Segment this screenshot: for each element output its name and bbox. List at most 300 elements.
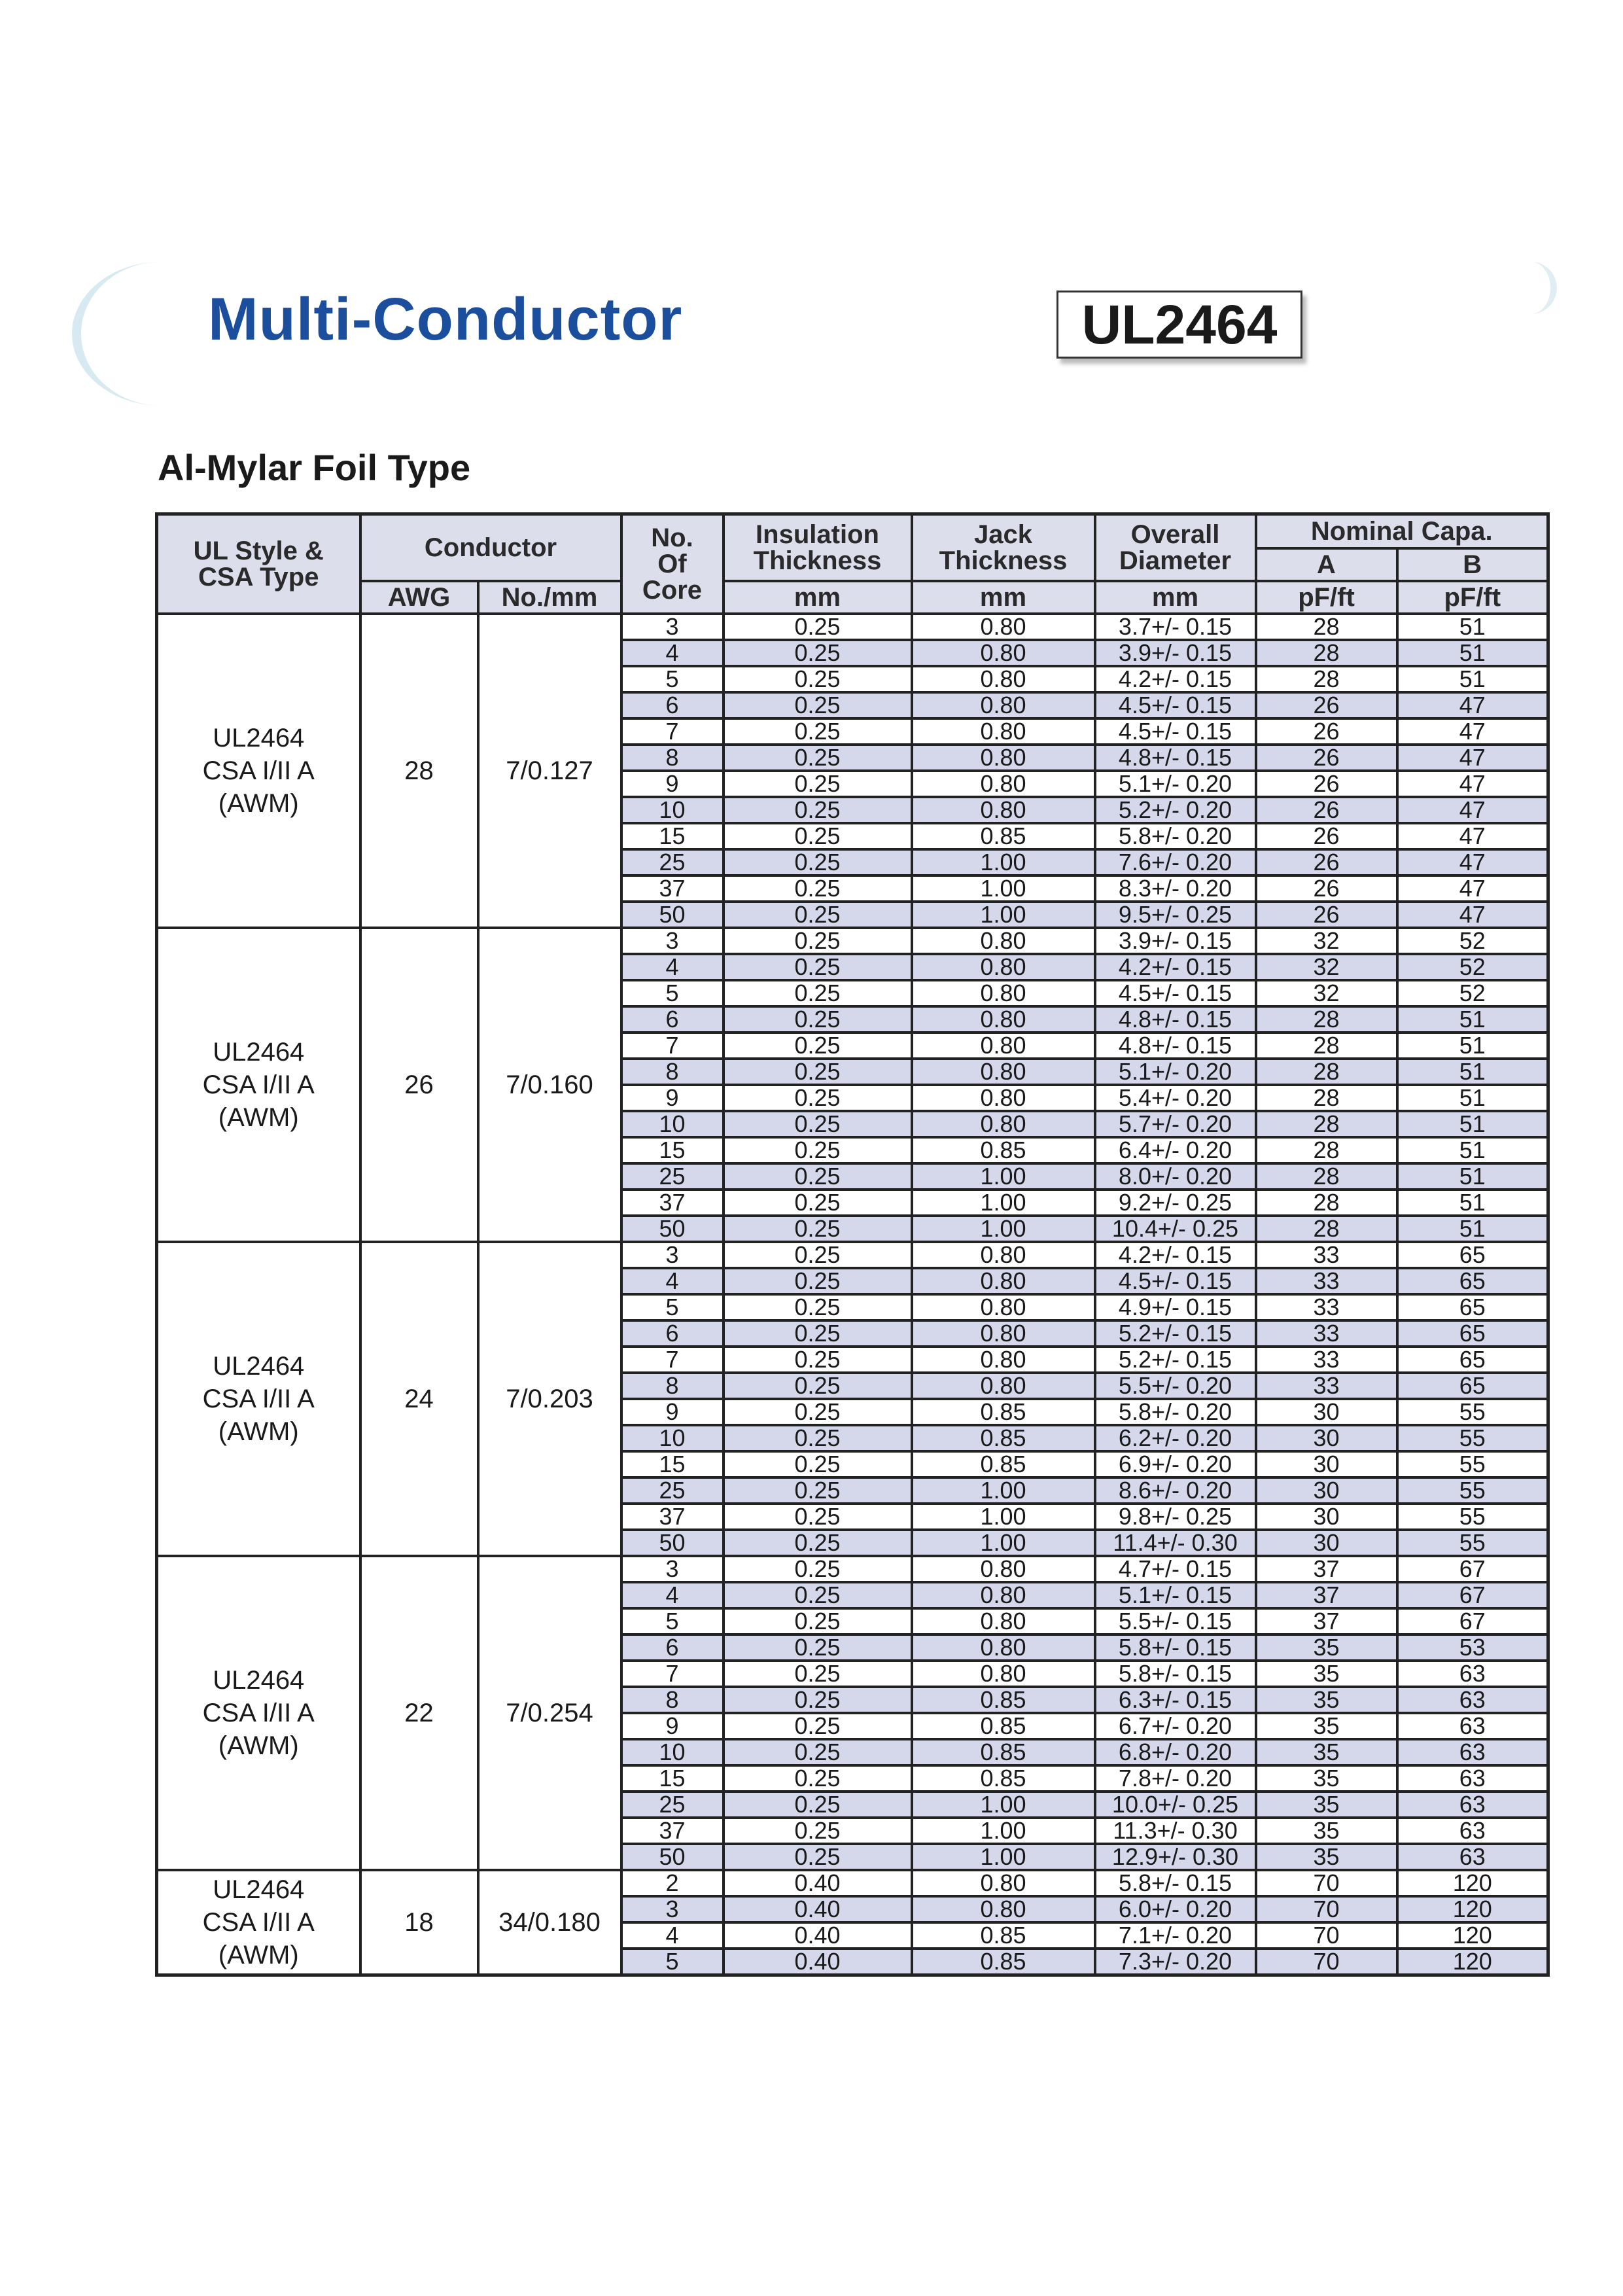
cell-capa-b: 47	[1397, 823, 1548, 849]
cell-capa-b: 51	[1397, 640, 1548, 666]
cell-capa-b: 67	[1397, 1556, 1548, 1582]
cell-cores: 5	[621, 666, 724, 692]
cell-insulation: 0.25	[724, 1373, 912, 1399]
cell-cores: 3	[621, 1896, 724, 1922]
cell-capa-a: 70	[1256, 1870, 1397, 1896]
cell-jack: 0.85	[912, 1399, 1095, 1425]
cell-cores: 15	[621, 1451, 724, 1477]
cell-jack: 1.00	[912, 1216, 1095, 1242]
cell-insulation: 0.25	[724, 1033, 912, 1059]
cell-diameter: 5.2+/- 0.15	[1095, 1320, 1256, 1347]
cell-insulation: 0.25	[724, 718, 912, 745]
cell-capa-a: 35	[1256, 1818, 1397, 1844]
cell-cores: 50	[621, 1530, 724, 1556]
cell-cores: 25	[621, 849, 724, 875]
cell-insulation: 0.25	[724, 1713, 912, 1739]
cell-diameter: 4.7+/- 0.15	[1095, 1556, 1256, 1582]
cell-insulation: 0.25	[724, 1006, 912, 1033]
unit-diameter: mm	[1095, 581, 1256, 614]
cell-jack: 0.80	[912, 1661, 1095, 1687]
cell-cores: 8	[621, 1373, 724, 1399]
cell-capa-b: 120	[1397, 1870, 1548, 1896]
cell-diameter: 10.4+/- 0.25	[1095, 1216, 1256, 1242]
cell-diameter: 4.9+/- 0.15	[1095, 1294, 1256, 1320]
header-capa-a: A	[1256, 548, 1397, 581]
cell-insulation: 0.40	[724, 1949, 912, 1975]
cell-capa-a: 30	[1256, 1451, 1397, 1477]
cell-no-mm: 7/0.127	[478, 614, 621, 928]
cell-diameter: 4.8+/- 0.15	[1095, 1006, 1256, 1033]
cell-capa-a: 26	[1256, 718, 1397, 745]
cell-capa-a: 35	[1256, 1844, 1397, 1870]
cell-insulation: 0.25	[724, 745, 912, 771]
cell-insulation: 0.25	[724, 1582, 912, 1608]
cell-cores: 37	[621, 1504, 724, 1530]
cell-capa-b: 120	[1397, 1949, 1548, 1975]
cell-insulation: 0.25	[724, 614, 912, 640]
cell-capa-a: 33	[1256, 1373, 1397, 1399]
cell-cores: 6	[621, 1320, 724, 1347]
decorative-swirl	[1524, 262, 1557, 314]
cell-insulation: 0.25	[724, 1765, 912, 1792]
cell-cores: 4	[621, 1268, 724, 1294]
cell-jack: 0.80	[912, 1870, 1095, 1896]
cell-cores: 50	[621, 1216, 724, 1242]
cell-cores: 50	[621, 1844, 724, 1870]
cell-diameter: 4.5+/- 0.15	[1095, 980, 1256, 1006]
cell-cores: 5	[621, 1294, 724, 1320]
cell-capa-a: 32	[1256, 954, 1397, 980]
cell-insulation: 0.25	[724, 902, 912, 928]
cell-capa-a: 28	[1256, 1059, 1397, 1085]
cell-capa-a: 28	[1256, 1006, 1397, 1033]
cell-jack: 0.85	[912, 1687, 1095, 1713]
cell-diameter: 8.0+/- 0.20	[1095, 1163, 1256, 1190]
cell-jack: 0.80	[912, 1608, 1095, 1634]
cell-insulation: 0.25	[724, 1059, 912, 1085]
cell-jack: 0.85	[912, 1922, 1095, 1949]
cell-diameter: 5.5+/- 0.15	[1095, 1608, 1256, 1634]
cell-capa-a: 28	[1256, 1111, 1397, 1137]
cell-insulation: 0.40	[724, 1870, 912, 1896]
cell-cores: 8	[621, 745, 724, 771]
cell-capa-b: 63	[1397, 1765, 1548, 1792]
cell-cores: 5	[621, 1949, 724, 1975]
cell-capa-b: 51	[1397, 614, 1548, 640]
cell-capa-a: 33	[1256, 1242, 1397, 1268]
cell-ul-style	[157, 928, 360, 1242]
table-row	[157, 1870, 1548, 1896]
cell-cores: 7	[621, 1033, 724, 1059]
cell-diameter: 5.4+/- 0.20	[1095, 1085, 1256, 1111]
cell-capa-b: 55	[1397, 1399, 1548, 1425]
cell-awg: 18	[360, 1870, 478, 1975]
cell-insulation: 0.40	[724, 1896, 912, 1922]
cell-capa-a: 26	[1256, 902, 1397, 928]
cell-insulation: 0.25	[724, 1111, 912, 1137]
cell-awg: 22	[360, 1556, 478, 1870]
cell-diameter: 7.6+/- 0.20	[1095, 849, 1256, 875]
cell-jack: 0.85	[912, 1713, 1095, 1739]
cell-jack: 1.00	[912, 1530, 1095, 1556]
cell-diameter: 4.2+/- 0.15	[1095, 666, 1256, 692]
cell-capa-a: 26	[1256, 797, 1397, 823]
cell-capa-a: 70	[1256, 1949, 1397, 1975]
cell-insulation: 0.25	[724, 928, 912, 954]
header-conductor: Conductor	[360, 514, 621, 581]
cell-cores: 3	[621, 928, 724, 954]
cell-capa-b: 52	[1397, 928, 1548, 954]
cell-diameter: 5.1+/- 0.15	[1095, 1582, 1256, 1608]
cell-capa-a: 35	[1256, 1661, 1397, 1687]
table-row	[157, 1556, 1548, 1582]
table-row	[157, 928, 1548, 954]
cell-jack: 0.80	[912, 640, 1095, 666]
cell-jack: 0.85	[912, 1137, 1095, 1163]
cell-capa-a: 35	[1256, 1792, 1397, 1818]
cell-capa-a: 35	[1256, 1739, 1397, 1765]
cell-jack: 0.80	[912, 1634, 1095, 1661]
ul-style-line: (AWM)	[218, 1940, 299, 1969]
cell-jack: 0.80	[912, 1347, 1095, 1373]
cell-cores: 3	[621, 1556, 724, 1582]
cell-cores: 5	[621, 1608, 724, 1634]
cell-cores: 10	[621, 797, 724, 823]
cell-cores: 6	[621, 1006, 724, 1033]
header-capa-b: B	[1397, 548, 1548, 581]
cell-capa-a: 28	[1256, 1163, 1397, 1190]
cell-diameter: 9.2+/- 0.25	[1095, 1190, 1256, 1216]
cell-diameter: 5.1+/- 0.20	[1095, 771, 1256, 797]
cell-capa-b: 63	[1397, 1713, 1548, 1739]
cell-insulation: 0.25	[724, 954, 912, 980]
cell-capa-b: 55	[1397, 1425, 1548, 1451]
cell-diameter: 6.0+/- 0.20	[1095, 1896, 1256, 1922]
cell-jack: 0.80	[912, 771, 1095, 797]
cell-insulation: 0.25	[724, 1190, 912, 1216]
ul-style-line: UL2464	[213, 1351, 305, 1381]
cell-diameter: 9.5+/- 0.25	[1095, 902, 1256, 928]
header-jack: Jack Thickness	[912, 514, 1095, 581]
cell-diameter: 7.3+/- 0.20	[1095, 1949, 1256, 1975]
cell-cores: 2	[621, 1870, 724, 1896]
cell-insulation: 0.25	[724, 692, 912, 718]
cell-capa-b: 65	[1397, 1347, 1548, 1373]
cell-awg: 28	[360, 614, 478, 928]
header-ul-style: UL Style & CSA Type	[157, 514, 360, 614]
cell-capa-b: 51	[1397, 1190, 1548, 1216]
cell-insulation: 0.25	[724, 1661, 912, 1687]
cell-jack: 0.80	[912, 718, 1095, 745]
ul-style-line: CSA I/II A	[202, 756, 315, 785]
cell-jack: 0.80	[912, 1582, 1095, 1608]
cell-capa-a: 30	[1256, 1399, 1397, 1425]
cell-diameter: 4.2+/- 0.15	[1095, 1242, 1256, 1268]
cell-capa-b: 47	[1397, 875, 1548, 902]
cell-capa-b: 63	[1397, 1818, 1548, 1844]
cell-jack: 0.80	[912, 980, 1095, 1006]
cell-capa-a: 70	[1256, 1896, 1397, 1922]
cell-capa-b: 55	[1397, 1451, 1548, 1477]
cell-diameter: 8.3+/- 0.20	[1095, 875, 1256, 902]
page-title: Multi-Conductor	[208, 286, 683, 353]
cell-insulation: 0.25	[724, 1294, 912, 1320]
cell-cores: 15	[621, 823, 724, 849]
cell-capa-a: 26	[1256, 823, 1397, 849]
cell-diameter: 11.4+/- 0.30	[1095, 1530, 1256, 1556]
cell-insulation: 0.25	[724, 1818, 912, 1844]
cell-jack: 0.80	[912, 797, 1095, 823]
cell-jack: 0.85	[912, 1949, 1095, 1975]
cell-cores: 37	[621, 1190, 724, 1216]
cell-awg: 24	[360, 1242, 478, 1556]
cell-diameter: 6.7+/- 0.20	[1095, 1713, 1256, 1739]
cell-capa-a: 28	[1256, 1033, 1397, 1059]
cell-jack: 0.80	[912, 745, 1095, 771]
cell-capa-b: 65	[1397, 1242, 1548, 1268]
cell-diameter: 9.8+/- 0.25	[1095, 1504, 1256, 1530]
cell-jack: 1.00	[912, 1477, 1095, 1504]
cell-capa-b: 51	[1397, 1033, 1548, 1059]
cell-capa-a: 32	[1256, 980, 1397, 1006]
cell-cores: 15	[621, 1765, 724, 1792]
cell-cores: 8	[621, 1687, 724, 1713]
cell-capa-a: 33	[1256, 1268, 1397, 1294]
cell-insulation: 0.25	[724, 1085, 912, 1111]
cell-diameter: 6.4+/- 0.20	[1095, 1137, 1256, 1163]
ul-style-line: (AWM)	[218, 1731, 299, 1760]
ul-style-line: CSA I/II A	[202, 1907, 315, 1937]
cell-diameter: 5.2+/- 0.20	[1095, 797, 1256, 823]
cell-diameter: 4.5+/- 0.15	[1095, 1268, 1256, 1294]
cell-insulation: 0.25	[724, 771, 912, 797]
cell-jack: 0.80	[912, 692, 1095, 718]
cell-insulation: 0.25	[724, 797, 912, 823]
spec-table	[155, 512, 1550, 1977]
cell-capa-a: 70	[1256, 1922, 1397, 1949]
cell-diameter: 5.1+/- 0.20	[1095, 1059, 1256, 1085]
cell-jack: 0.80	[912, 954, 1095, 980]
cell-cores: 4	[621, 1582, 724, 1608]
cell-jack: 1.00	[912, 1190, 1095, 1216]
cell-jack: 0.80	[912, 666, 1095, 692]
cell-jack: 0.80	[912, 614, 1095, 640]
cell-capa-b: 47	[1397, 902, 1548, 928]
cell-diameter: 3.9+/- 0.15	[1095, 640, 1256, 666]
cell-cores: 6	[621, 692, 724, 718]
cell-diameter: 4.8+/- 0.15	[1095, 745, 1256, 771]
ul-style-line: CSA I/II A	[202, 1070, 315, 1099]
cell-no-mm: 34/0.180	[478, 1870, 621, 1975]
cell-capa-a: 37	[1256, 1556, 1397, 1582]
cell-capa-b: 47	[1397, 745, 1548, 771]
cell-jack: 0.80	[912, 1556, 1095, 1582]
cell-capa-a: 30	[1256, 1530, 1397, 1556]
cell-insulation: 0.25	[724, 1425, 912, 1451]
header-no-mm: No./mm	[478, 581, 621, 614]
cell-capa-a: 37	[1256, 1582, 1397, 1608]
cell-cores: 10	[621, 1111, 724, 1137]
cell-capa-b: 51	[1397, 1111, 1548, 1137]
cell-ul-style	[157, 1242, 360, 1556]
cell-capa-b: 51	[1397, 1059, 1548, 1085]
cell-capa-a: 37	[1256, 1608, 1397, 1634]
product-code-badge: UL2464	[1056, 291, 1302, 359]
cell-capa-a: 30	[1256, 1504, 1397, 1530]
cell-diameter: 8.6+/- 0.20	[1095, 1477, 1256, 1504]
cell-capa-b: 63	[1397, 1844, 1548, 1870]
cell-diameter: 5.8+/- 0.20	[1095, 823, 1256, 849]
cell-cores: 4	[621, 954, 724, 980]
unit-capa-b: pF/ft	[1397, 581, 1548, 614]
ul-style-line: (AWM)	[218, 788, 299, 818]
cell-jack: 0.85	[912, 1451, 1095, 1477]
ul-style-line: UL2464	[213, 1037, 305, 1067]
cell-jack: 1.00	[912, 1818, 1095, 1844]
cell-capa-b: 51	[1397, 1006, 1548, 1033]
cell-capa-a: 26	[1256, 849, 1397, 875]
section-subtitle: Al-Mylar Foil Type	[158, 447, 471, 488]
cell-insulation: 0.25	[724, 1320, 912, 1347]
table-row	[157, 614, 1548, 640]
cell-jack: 0.80	[912, 1294, 1095, 1320]
cell-capa-a: 30	[1256, 1425, 1397, 1451]
cell-capa-b: 47	[1397, 771, 1548, 797]
cell-capa-b: 47	[1397, 692, 1548, 718]
cell-ul-style	[157, 1870, 360, 1975]
cell-insulation: 0.25	[724, 1530, 912, 1556]
cell-jack: 0.85	[912, 1425, 1095, 1451]
unit-capa-a: pF/ft	[1256, 581, 1397, 614]
cell-cores: 37	[621, 875, 724, 902]
cell-diameter: 5.5+/- 0.20	[1095, 1373, 1256, 1399]
cell-ul-style	[157, 1556, 360, 1870]
cell-diameter: 12.9+/- 0.30	[1095, 1844, 1256, 1870]
cell-cores: 7	[621, 718, 724, 745]
cell-jack: 0.85	[912, 823, 1095, 849]
cell-insulation: 0.25	[724, 875, 912, 902]
ul-style-line: CSA I/II A	[202, 1384, 315, 1413]
cell-jack: 0.85	[912, 1765, 1095, 1792]
cell-capa-a: 33	[1256, 1320, 1397, 1347]
cell-diameter: 11.3+/- 0.30	[1095, 1818, 1256, 1844]
cell-capa-a: 28	[1256, 614, 1397, 640]
header-cores: No. Of Core	[621, 514, 724, 614]
cell-capa-b: 52	[1397, 954, 1548, 980]
cell-capa-b: 65	[1397, 1294, 1548, 1320]
cell-capa-b: 52	[1397, 980, 1548, 1006]
cell-capa-b: 47	[1397, 718, 1548, 745]
cell-cores: 6	[621, 1634, 724, 1661]
cell-capa-b: 63	[1397, 1687, 1548, 1713]
cell-capa-b: 55	[1397, 1530, 1548, 1556]
cell-insulation: 0.25	[724, 1137, 912, 1163]
cell-insulation: 0.25	[724, 1608, 912, 1634]
cell-jack: 0.85	[912, 1739, 1095, 1765]
cell-diameter: 6.3+/- 0.15	[1095, 1687, 1256, 1713]
cell-capa-a: 35	[1256, 1687, 1397, 1713]
cell-cores: 37	[621, 1818, 724, 1844]
cell-insulation: 0.25	[724, 1792, 912, 1818]
cell-ul-style	[157, 614, 360, 928]
cell-diameter: 4.2+/- 0.15	[1095, 954, 1256, 980]
cell-jack: 0.80	[912, 1033, 1095, 1059]
cell-insulation: 0.25	[724, 823, 912, 849]
cell-jack: 0.80	[912, 1085, 1095, 1111]
cell-cores: 25	[621, 1163, 724, 1190]
cell-diameter: 5.8+/- 0.15	[1095, 1634, 1256, 1661]
cell-jack: 1.00	[912, 849, 1095, 875]
cell-cores: 4	[621, 640, 724, 666]
cell-cores: 8	[621, 1059, 724, 1085]
ul-style-line: (AWM)	[218, 1417, 299, 1446]
cell-diameter: 3.7+/- 0.15	[1095, 614, 1256, 640]
cell-jack: 0.80	[912, 1111, 1095, 1137]
header-insulation: Insulation Thickness	[724, 514, 912, 581]
cell-cores: 3	[621, 614, 724, 640]
cell-diameter: 7.8+/- 0.20	[1095, 1765, 1256, 1792]
cell-jack: 0.80	[912, 1006, 1095, 1033]
cell-insulation: 0.25	[724, 849, 912, 875]
cell-jack: 1.00	[912, 1163, 1095, 1190]
cell-diameter: 5.2+/- 0.15	[1095, 1347, 1256, 1373]
cell-diameter: 3.9+/- 0.15	[1095, 928, 1256, 954]
cell-insulation: 0.25	[724, 1634, 912, 1661]
cell-cores: 9	[621, 1399, 724, 1425]
cell-insulation: 0.25	[724, 1687, 912, 1713]
cell-diameter: 5.8+/- 0.15	[1095, 1661, 1256, 1687]
cell-diameter: 4.8+/- 0.15	[1095, 1033, 1256, 1059]
cell-capa-b: 63	[1397, 1661, 1548, 1687]
unit-insulation: mm	[724, 581, 912, 614]
header-awg: AWG	[360, 581, 478, 614]
cell-no-mm: 7/0.203	[478, 1242, 621, 1556]
cell-insulation: 0.40	[724, 1922, 912, 1949]
cell-jack: 0.80	[912, 1242, 1095, 1268]
cell-insulation: 0.25	[724, 1477, 912, 1504]
ul-style-line: CSA I/II A	[202, 1698, 315, 1727]
cell-capa-a: 26	[1256, 875, 1397, 902]
cell-jack: 1.00	[912, 1504, 1095, 1530]
header-diameter: Overall Diameter	[1095, 514, 1256, 581]
cell-cores: 3	[621, 1242, 724, 1268]
cell-capa-b: 51	[1397, 1163, 1548, 1190]
cell-capa-b: 51	[1397, 1085, 1548, 1111]
cell-capa-a: 28	[1256, 640, 1397, 666]
cell-capa-b: 51	[1397, 1137, 1548, 1163]
cell-insulation: 0.25	[724, 980, 912, 1006]
cell-diameter: 4.5+/- 0.15	[1095, 718, 1256, 745]
cell-capa-b: 51	[1397, 666, 1548, 692]
cell-capa-a: 26	[1256, 771, 1397, 797]
cell-jack: 0.80	[912, 1373, 1095, 1399]
cell-diameter: 5.8+/- 0.20	[1095, 1399, 1256, 1425]
cell-capa-a: 26	[1256, 692, 1397, 718]
cell-insulation: 0.25	[724, 1739, 912, 1765]
cell-capa-a: 32	[1256, 928, 1397, 954]
ul-style-line: (AWM)	[218, 1103, 299, 1132]
cell-cores: 7	[621, 1661, 724, 1687]
cell-cores: 25	[621, 1477, 724, 1504]
cell-capa-b: 55	[1397, 1477, 1548, 1504]
cell-capa-a: 28	[1256, 666, 1397, 692]
cell-diameter: 5.8+/- 0.15	[1095, 1870, 1256, 1896]
cell-jack: 0.80	[912, 1896, 1095, 1922]
cell-insulation: 0.25	[724, 1347, 912, 1373]
cell-capa-b: 53	[1397, 1634, 1548, 1661]
cell-cores: 10	[621, 1425, 724, 1451]
cell-no-mm: 7/0.254	[478, 1556, 621, 1870]
